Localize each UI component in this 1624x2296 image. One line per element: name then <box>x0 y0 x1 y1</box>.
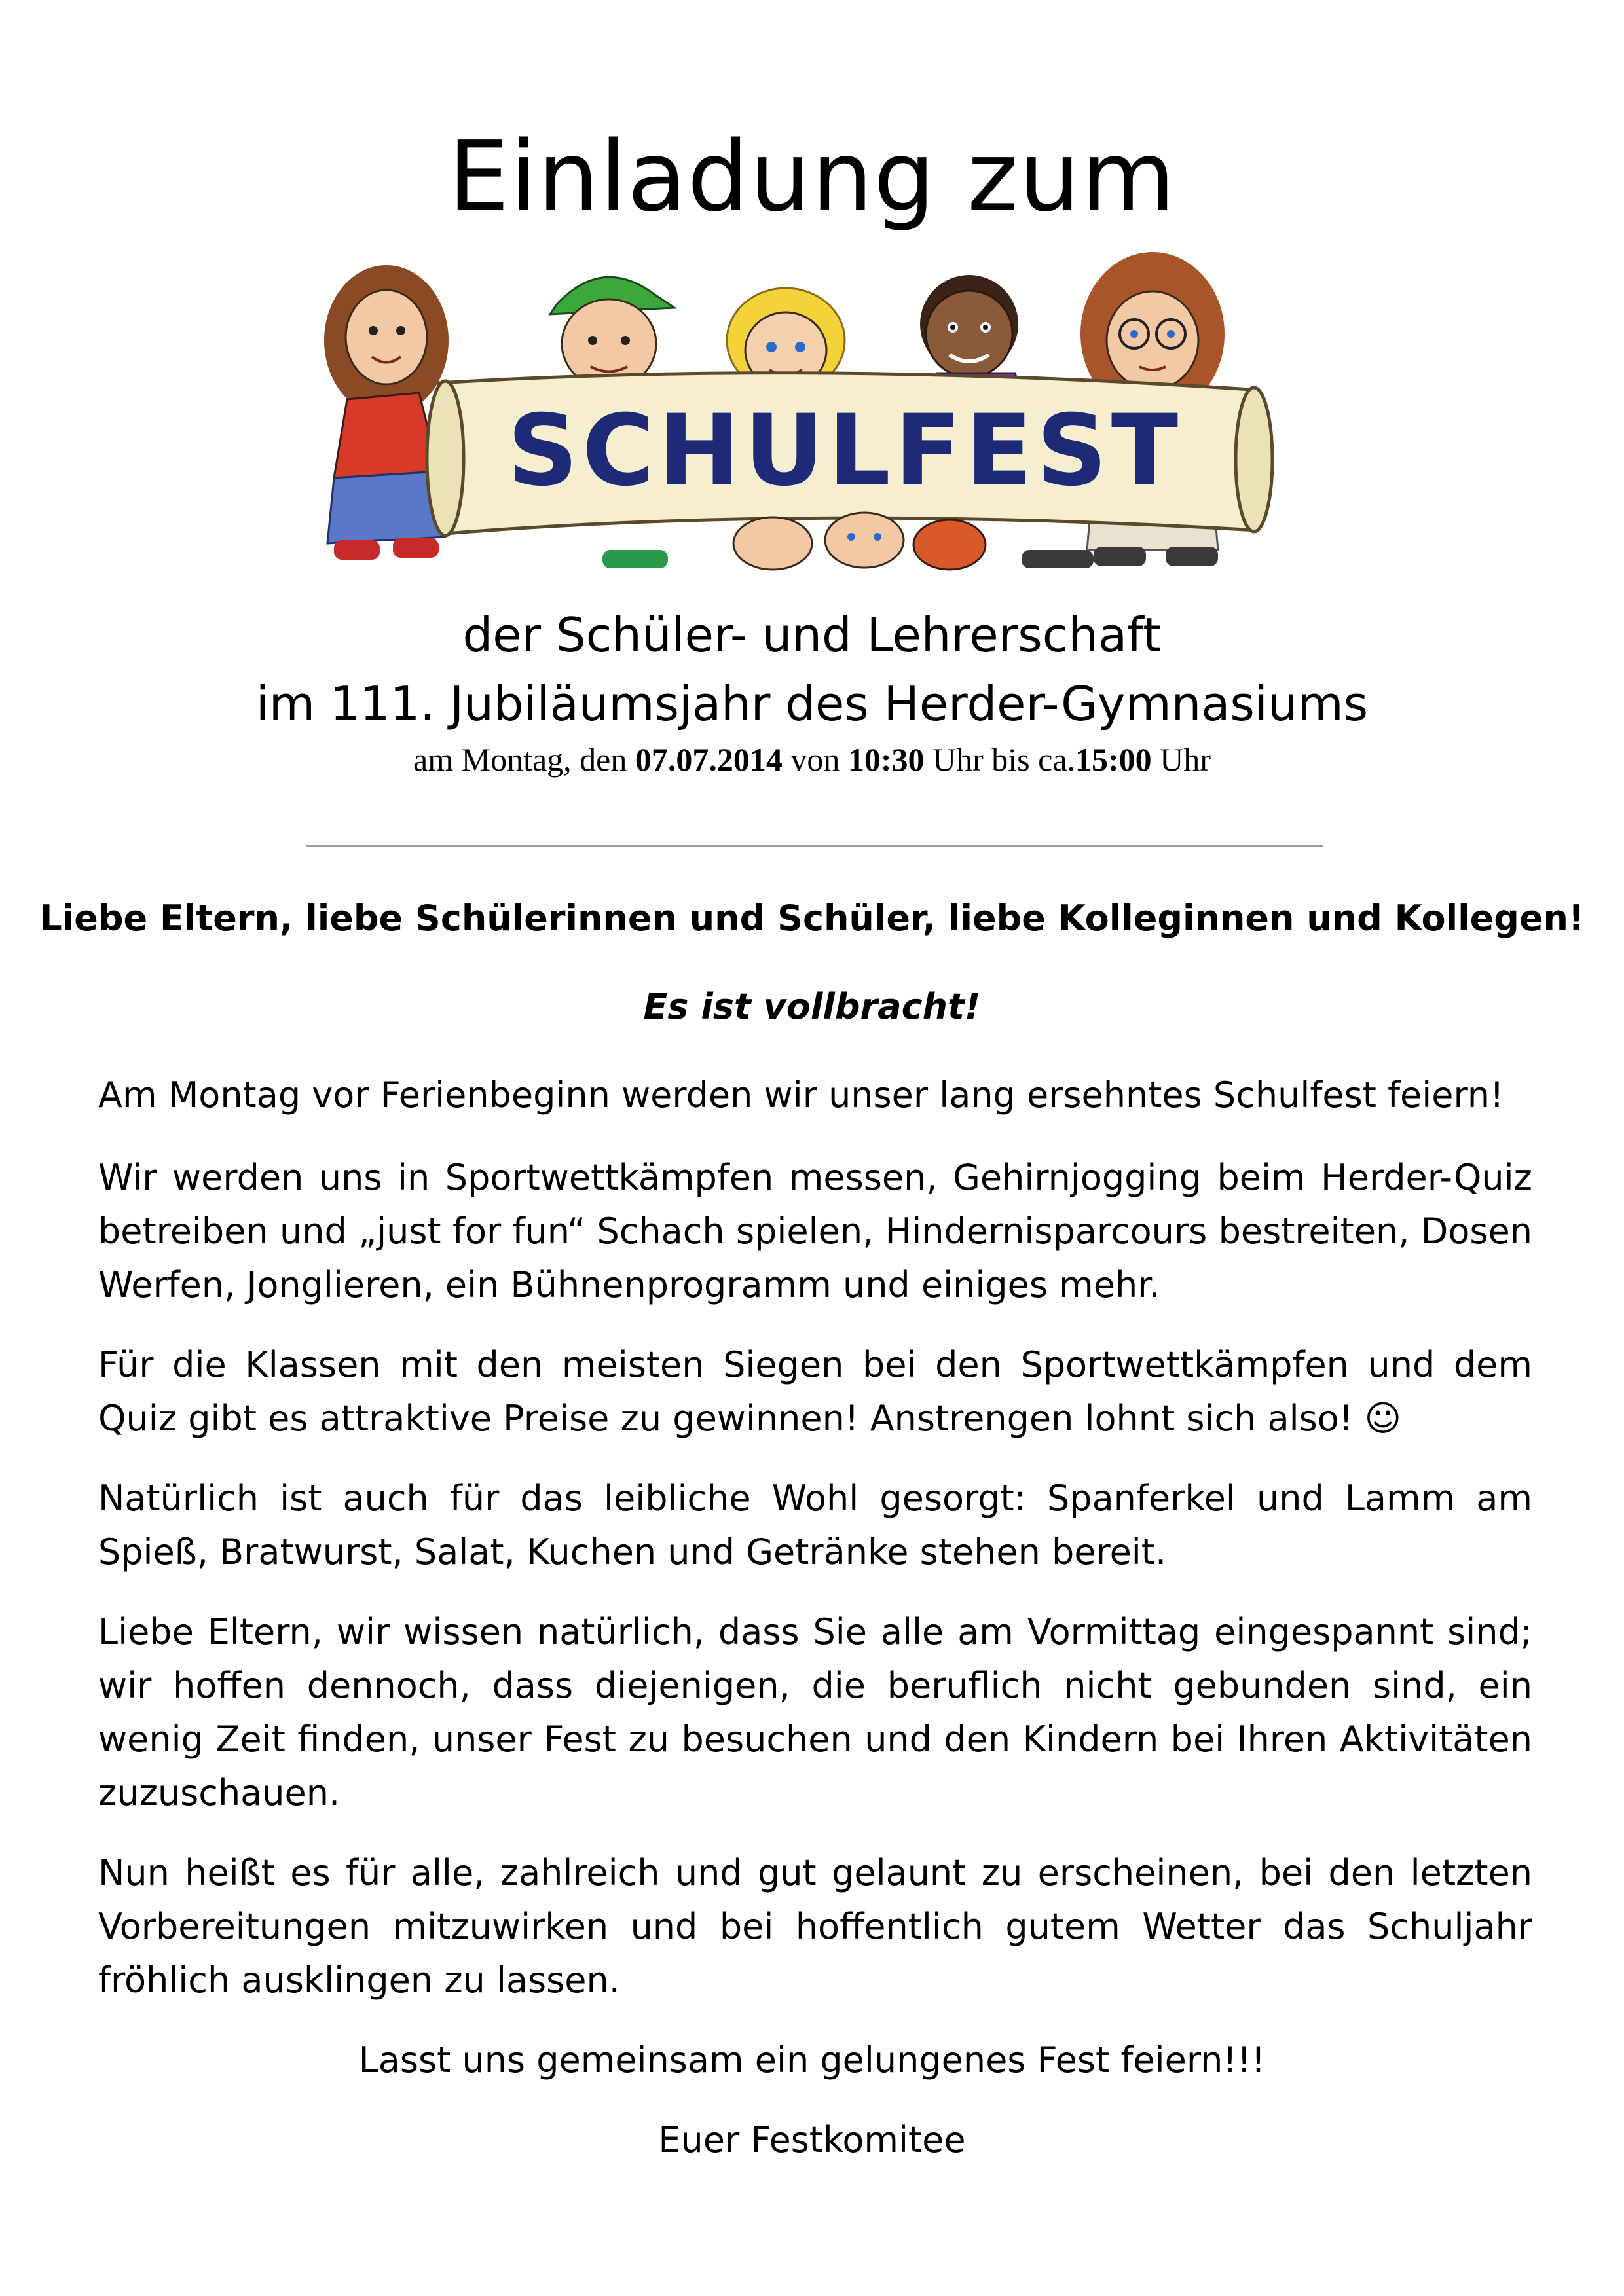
date-suffix: Uhr <box>1151 741 1211 778</box>
event-date-line <box>0 738 1624 780</box>
tagline: Es ist vollbracht! <box>643 986 981 1027</box>
paragraph-1: Am Montag vor Ferienbeginn werden wir unser lang ersehntes Schulfest feiern! <box>98 1074 1504 1116</box>
child-cap-figure <box>550 277 674 388</box>
date-mid-1: von <box>782 741 848 778</box>
divider-line <box>306 845 1323 847</box>
paragraph-6: Nun heißt es für alle, zahlreich und gut gelaunt zu erscheinen, bei den letzten Vorbereitungen mitzuwirken und bei hoffentlich gutem Wetter das Schuljahr fröhlich ausklingen zu lassen. <box>98 1852 1532 2001</box>
signature: Euer Festkomitee <box>658 2119 966 2160</box>
subtitle-line-2: im 111. Jubiläumsjahr des Herder-Gymnasiums <box>255 676 1369 731</box>
paragraph-5: Liebe Eltern, wir wissen natürlich, dass Sie alle am Vormittag eingespannt sind; wir hoffen dennoch, dass diejenigen, die beruflich nicht gebunden sind, ein wenig Zeit finden, unser Fest zu besuchen und den Kindern bei Ihren Aktivitäten zuzuschauen. <box>98 1611 1532 1813</box>
date-mid-2: Uhr bis ca. <box>924 741 1076 778</box>
event-start-time: 10:30 <box>847 741 925 778</box>
event-date: 07.07.2014 <box>635 741 783 778</box>
event-end-time: 15:00 <box>1075 741 1152 778</box>
schulfest-banner-illustration <box>288 242 1336 583</box>
paragraph-3: Für die Klassen mit den meisten Siegen bei den Sportwettkämpfen und dem Quiz gibt es attraktive Preise zu gewinnen! Anstrengen lohnt sich also! ☺ <box>98 1344 1532 1439</box>
page-title: Einladung zum <box>448 120 1176 233</box>
banner-text: SCHULFEST <box>507 394 1183 508</box>
paragraph-4: Natürlich ist auch für das leibliche Wohl gesorgt: Spanferkel und Lamm am Spieß, Bratwurst, Salat, Kuchen und Getränke stehen bereit. <box>98 1478 1532 1573</box>
closing-line: Lasst uns gemeinsam ein gelungenes Fest feiern!!! <box>358 2039 1266 2081</box>
greeting: Liebe Eltern, liebe Schülerinnen und Schüler, liebe Kolleginnen und Kollegen! <box>39 898 1585 939</box>
subtitle-line-1: der Schüler- und Lehrerschaft <box>462 608 1162 663</box>
date-prefix: am Montag, den <box>413 741 635 778</box>
paragraph-2: Wir werden uns in Sportwettkämpfen messen, Gehirnjogging beim Herder-Quiz betreiben und „just for fun“ Schach spielen, Hindernisparcours bestreiten, Dosen Werfen, Jonglieren, ein Bühnenprogramm und einiges mehr. <box>98 1157 1532 1305</box>
